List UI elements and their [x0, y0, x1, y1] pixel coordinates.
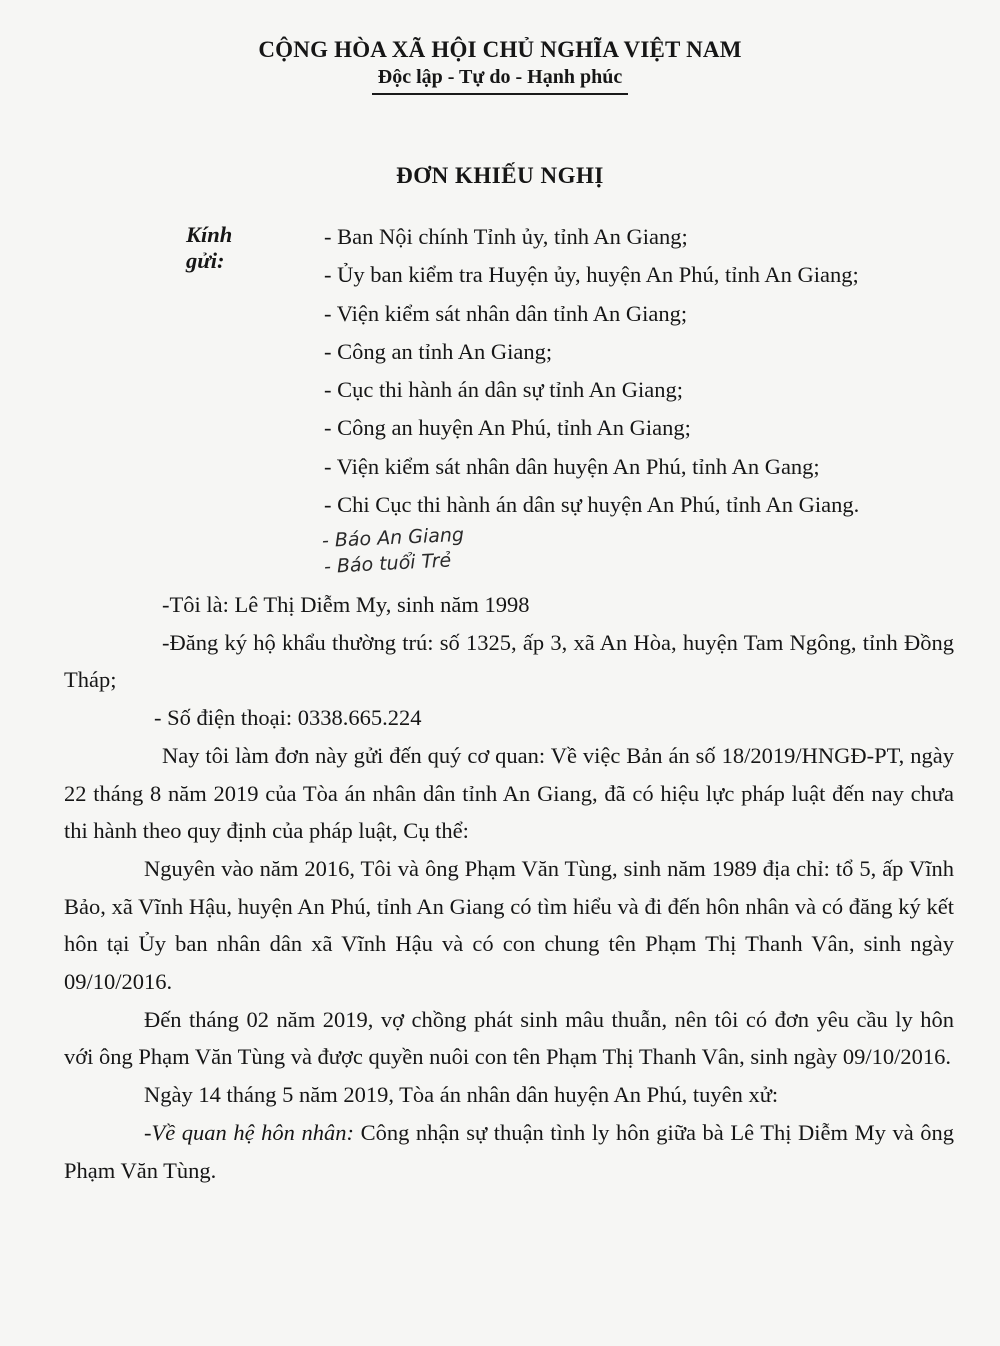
intro-paragraph: Nay tôi làm đơn này gửi đến quý cơ quan: Về việc Bản án số 18/2019/HNGĐ-PT, ngày 22 tháng 8 năm 2019 của Tòa án nhân dân tỉnh An Giang, đã có hiệu lực pháp luật đến nay chưa thi hành theo quy định của pháp luật, Cụ thể: [64, 742, 954, 844]
recipient-item: - Chi Cục thi hành án dân sự huyện An Phú, tỉnh An Giang. [324, 492, 860, 518]
national-motto-text: Độc lập - Tự do - Hạnh phúc [372, 64, 628, 95]
ruling-label: -Về quan hệ hôn nhân: [144, 1119, 354, 1145]
recipient-item: - Ban Nội chính Tỉnh ủy, tỉnh An Giang; [324, 224, 688, 249]
national-header [230, 36, 770, 95]
identity-address-line: -Đăng ký hộ khẩu thường trú: số 1325, ấp 3, xã An Hòa, huyện Tam Ngông, tỉnh Đồng Tháp; [64, 629, 954, 693]
ruling-text: Công nhận sự thuận tình ly hôn giữa bà Lê Thị Diễm My và ông Phạm Văn Tùng. [64, 1119, 955, 1183]
document-title: ĐƠN KHIẾU NGHỊ [396, 163, 604, 188]
recipients-list [324, 222, 964, 528]
paragraph-marriage-ruling [64, 1114, 954, 1189]
recipient-item: - Viện kiểm sát nhân dân huyện An Phú, tỉnh An Gang; [324, 453, 820, 479]
recipient-item: - Công an tỉnh An Giang; [324, 338, 553, 364]
paragraph-verdict-date: Ngày 14 tháng 5 năm 2019, Tòa án nhân dân huyện An Phú, tuyên xử: [144, 1082, 779, 1108]
handwritten-note: - Báo tuổi Trẻ [323, 549, 452, 578]
recipient-item: - Cục thi hành án dân sự tỉnh An Giang; [324, 377, 684, 403]
recipient-item: - Viện kiểm sát nhân dân tỉnh An Giang; [324, 300, 688, 326]
recipient-item: - Ủy ban kiểm tra Huyện ủy, huyện An Phú, tỉnh An Giang; [324, 262, 859, 288]
recipients-label: Kính gửi: [186, 222, 233, 273]
paragraph-divorce-request: Đến tháng 02 năm 2019, vợ chồng phát sinh mâu thuẫn, nên tôi có đơn yêu cầu ly hôn với ông Phạm Văn Tùng và được quyền nuôi con tên Phạm Thị Thanh Vân, sinh ngày 09/10/2016. [64, 1006, 954, 1070]
paragraph-marriage: Nguyên vào năm 2016, Tôi và ông Phạm Văn Tùng, sinh năm 1989 địa chỉ: tổ 5, ấp Vĩnh Bảo, xã Vĩnh Hậu, huyện An Phú, tỉnh An Giang có tìm hiểu và đi đến hôn nhân và có đăng ký kết hôn tại Ủy ban nhân dân xã Vĩnh Hậu và có con chung tên Phạm Thị Thanh Vân, sinh ngày 09/10/2016. [64, 855, 954, 995]
national-motto [230, 64, 770, 95]
recipient-item: - Công an huyện An Phú, tỉnh An Giang; [324, 415, 691, 441]
document-body [64, 586, 954, 1189]
country-name: CỘNG HÒA XÃ HỘI CHỦ NGHĨA VIỆT NAM [258, 37, 742, 62]
identity-phone-line: - Số điện thoại: 0338.665.224 [154, 705, 422, 731]
handwritten-note: - Báo An Giang [321, 523, 465, 552]
identity-name-line: -Tôi là: Lê Thị Diễm My, sinh năm 1998 [162, 592, 530, 617]
handwritten-notes [321, 523, 465, 580]
